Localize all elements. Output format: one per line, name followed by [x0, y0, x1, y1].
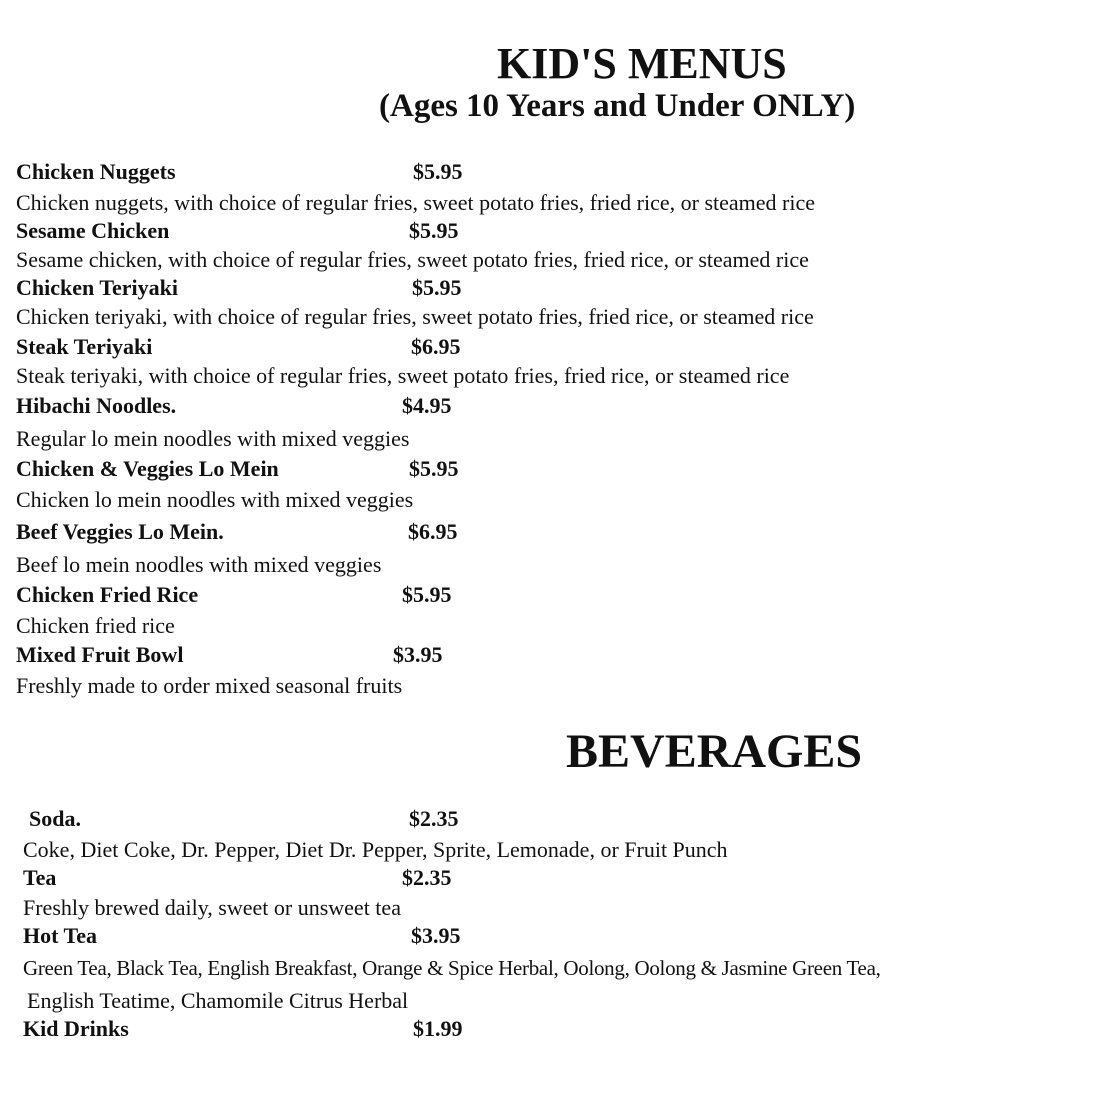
item-name: Hot Tea	[23, 923, 97, 948]
item-description: Chicken teriyaki, with choice of regular fries, sweet potato fries, fried rice, or steamed rice	[16, 304, 814, 329]
item-description: Chicken nuggets, with choice of regular fries, sweet potato fries, fried rice, or steamed rice	[16, 190, 816, 215]
item-price: $5.95	[413, 159, 463, 184]
item-name: Mixed Fruit Bowl	[16, 642, 184, 667]
item-price: $6.95	[408, 519, 458, 544]
item-price: $5.95	[402, 582, 452, 607]
item-price: $5.95	[412, 275, 462, 300]
item-name: Chicken Teriyaki	[16, 275, 178, 300]
kids-menu-title: KID'S MENUS	[497, 39, 787, 88]
item-description: Chicken lo mein noodles with mixed veggies	[16, 487, 414, 512]
item-name: Chicken Nuggets	[16, 159, 176, 184]
item-price: $5.95	[409, 218, 459, 243]
item-description: Regular lo mein noodles with mixed veggies	[16, 426, 410, 451]
item-price: $3.95	[393, 642, 443, 667]
item-price: $1.99	[413, 1016, 463, 1041]
item-description: Sesame chicken, with choice of regular fries, sweet potato fries, fried rice, or steamed rice	[16, 247, 809, 272]
item-price: $5.95	[409, 456, 459, 481]
item-name: Chicken & Veggies Lo Mein	[16, 456, 279, 481]
item-name: Hibachi Noodles.	[16, 393, 177, 418]
item-description: Freshly brewed daily, sweet or unsweet tea	[23, 895, 401, 920]
item-name: Soda.	[29, 806, 81, 831]
item-price: $2.35	[409, 806, 459, 831]
item-price: $6.95	[411, 334, 461, 359]
item-description: Steak teriyaki, with choice of regular fries, sweet potato fries, fried rice, or steamed rice	[16, 363, 790, 388]
item-price: $4.95	[402, 393, 452, 418]
beverages-title: BEVERAGES	[566, 725, 863, 778]
item-name: Kid Drinks	[23, 1016, 129, 1041]
item-name: Tea	[23, 865, 57, 890]
item-name: Steak Teriyaki	[16, 334, 153, 359]
item-description: Green Tea, Black Tea, English Breakfast, Orange & Spice Herbal, Oolong, Oolong & Jasmine Green Tea,	[23, 956, 881, 980]
item-price: $2.35	[402, 865, 452, 890]
item-name: Beef Veggies Lo Mein.	[16, 519, 224, 544]
item-description: Coke, Diet Coke, Dr. Pepper, Diet Dr. Pepper, Sprite, Lemonade, or Fruit Punch	[23, 837, 728, 862]
item-description: Chicken fried rice	[16, 613, 175, 638]
kids-menu-subtitle: (Ages 10 Years and Under ONLY)	[379, 88, 856, 124]
item-name: Chicken Fried Rice	[16, 582, 199, 607]
item-name: Sesame Chicken	[16, 218, 170, 243]
item-price: $3.95	[411, 923, 461, 948]
item-description: Beef lo mein noodles with mixed veggies	[16, 552, 382, 577]
item-description: Freshly made to order mixed seasonal fruits	[16, 673, 403, 698]
item-description-continued: English Teatime, Chamomile Citrus Herbal	[27, 988, 409, 1013]
